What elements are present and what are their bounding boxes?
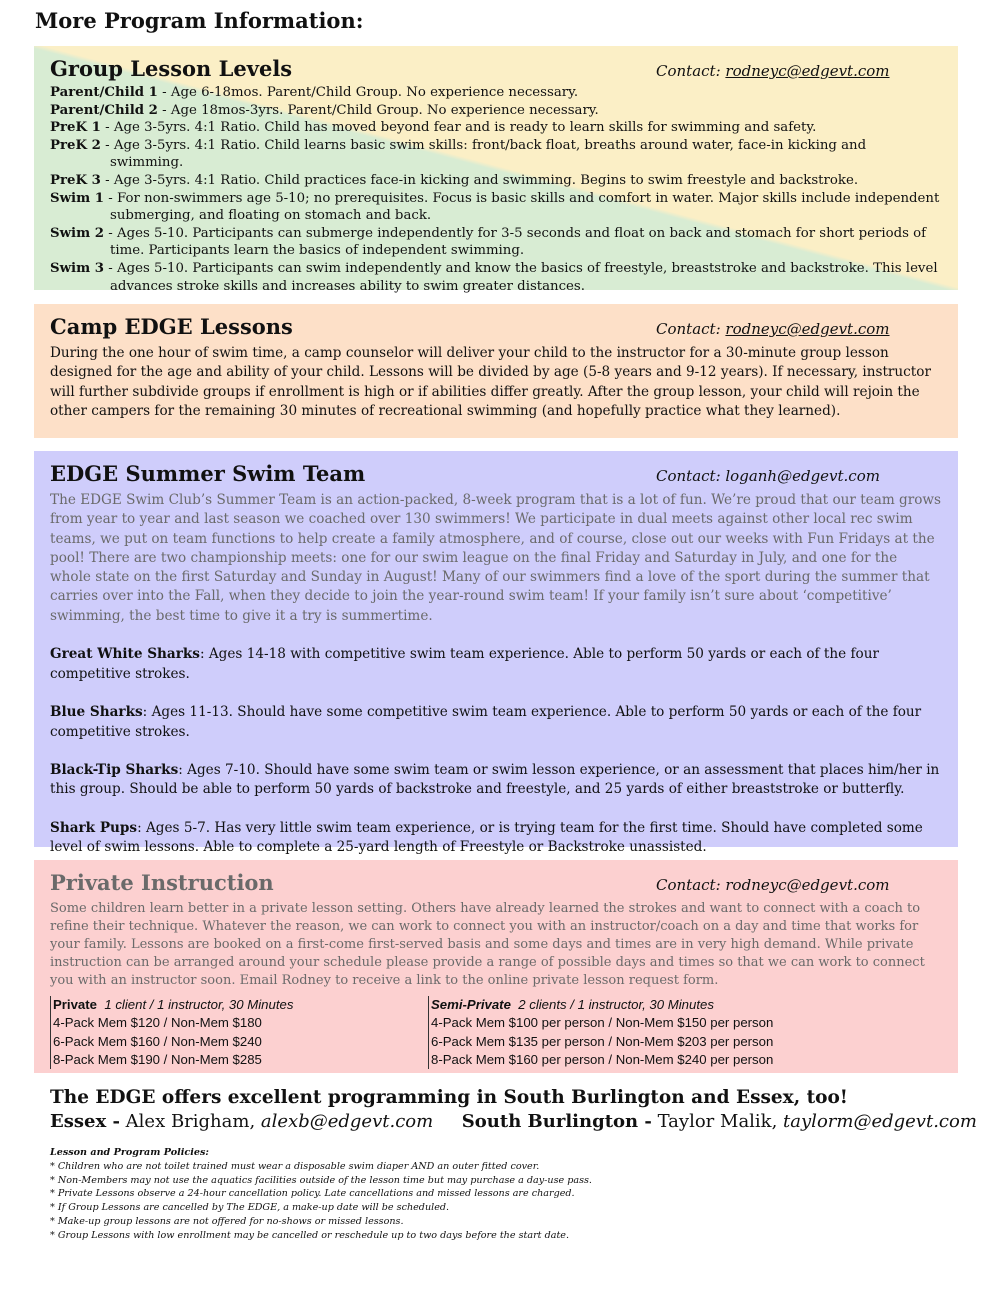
team-group-desc: : Ages 5-7. Has very little swim team experience, or is trying team for the first time. Should have completed some level of swim lessons. Able to complete a 25-yard length of Freestyle or Backstroke unassisted. [50, 820, 923, 856]
essex-email-link[interactable]: alexb@edgevt.com [260, 1111, 434, 1132]
team-group-item [50, 703, 942, 742]
policy-item: * Group Lessons with low enrollment may be cancelled or reschedule up to two days before the start date. [50, 1229, 570, 1241]
group-contact-email-link[interactable]: rodneyc@edgevt.com [725, 62, 890, 80]
level-item [50, 260, 942, 295]
essex-contact-name: Alex Brigham, [125, 1111, 256, 1132]
level-desc: - Age 3-5yrs. 4:1 Ratio. Child learns basic swim skills: front/back float, breaths around water, face-in kicking and swimming. [100, 137, 867, 171]
pricing-table [50, 996, 942, 1070]
policy-item: * Make-up group lessons are not offered for no-shows or missed lessons. [50, 1215, 404, 1227]
level-name: PreK 3 [50, 172, 101, 188]
level-name: Parent/Child 1 [50, 85, 158, 100]
team-group-name: Shark Pups [50, 820, 138, 837]
policies-heading: Lesson and Program Policies: [50, 1147, 209, 1158]
semi-private-pricing-detail: 2 clients / 1 instructor, 30 Minutes [518, 997, 714, 1012]
level-name: Swim 3 [50, 260, 105, 276]
south-burlington-label: South Burlington - [461, 1111, 652, 1132]
team-group-name: Blue Sharks [50, 704, 143, 721]
team-group-desc: : Ages 7-10. Should have some swim team or swim lesson experience, or an assessment that places him/her in this group. Should be able to perform 50 yards of backstroke and freestyle, and 25 yards of either breaststroke or butterfly. [50, 762, 940, 798]
level-desc: - Age 3-5yrs. 4:1 Ratio. Child practices face-in kicking and swimming. Begins to swim freestyle and backstroke. [100, 172, 859, 188]
team-group-item [50, 645, 942, 684]
policies-list [50, 1146, 592, 1243]
level-desc: - Age 3-5yrs. 4:1 Ratio. Child has moved beyond fear and is ready to learn skills for swimming and safety. [100, 120, 817, 136]
team-group-desc: : Ages 14-18 with competitive swim team experience. Able to perform 50 yards or each of the four competitive strokes. [50, 646, 879, 682]
camp-description: During the one hour of swim time, a camp counselor will deliver your child to the instructor for a 30-minute group lesson designed for the age and ability of your child. Lessons will be divided by age (5-8 years and 9-12 years). If necessary, instructor will further subdivide groups if enrollment is high or if abilities differ greatly. After the group lesson, your child will rejoin the other campers for the remaining 30 minutes of recreational swimming (and hopefully practice what they learned). [50, 345, 931, 419]
team-group-name: Great White Sharks [50, 646, 200, 663]
essex-label: Essex - [50, 1111, 120, 1132]
level-desc: - Ages 5-10. Participants can swim independently and know the basics of freestyle, breaststroke and backstroke. This level advances stroke skills and increases ability to swim greater distances. [104, 260, 938, 294]
footer-contacts [50, 1111, 977, 1132]
level-desc: - Age 18mos-3yrs. Parent/Child Group. No experience necessary. [157, 102, 599, 118]
level-desc: - Ages 5-10. Participants can submerge independently for 3-5 seconds and float on back and stomach for short periods of time. Participants learn the basics of independent swimming. [104, 225, 927, 259]
camp-contact-label: Contact: [656, 320, 721, 338]
level-name: Swim 1 [50, 190, 105, 206]
price-row: 4-Pack Mem $100 per person / Non-Mem $150 per person [431, 1015, 774, 1031]
south-burlington-email-link[interactable]: taylorm@edgevt.com [783, 1111, 977, 1132]
group-lessons-section [34, 46, 958, 294]
footer-headline: The EDGE offers excellent programming in South Burlington and Essex, too! [50, 1087, 848, 1108]
price-row: 6-Pack Mem $135 per person / Non-Mem $203 per person [431, 1033, 774, 1049]
price-row: 6-Pack Mem $160 / Non-Mem $240 [53, 1033, 262, 1049]
policy-item: * If Group Lessons are cancelled by The EDGE, a make-up date will be scheduled. [50, 1202, 450, 1214]
south-burlington-contact-name: Taylor Malik, [657, 1111, 778, 1132]
level-desc: - For non-swimmers age 5-10; no prerequisites. Focus is basic skills and comfort in water. Major skills include independent submerging, and floating on stomach and back. [104, 190, 940, 224]
level-item [50, 225, 942, 260]
levels-list [50, 84, 942, 295]
team-group-item [50, 761, 942, 800]
price-row: 4-Pack Mem $120 / Non-Mem $180 [53, 1015, 262, 1031]
swim-team-section [34, 451, 958, 856]
team-contact: Contact: loganh@edgevt.com [656, 467, 880, 485]
private-description: Some children learn better in a private lesson setting. Others have already learned the strokes and want to connect with a coach to refine their technique. Whatever the reason, we can work to connect you with an instructor/coach on a day and time that works for your family. Lessons are booked on a first-come first-served basis and some days and times are in very high demand. While private instruction can be arranged around your schedule please provide a range of possible days and times so that we can work to connect you with an instructor soon. Email Rodney to receive a link to the online private lesson request form. [50, 901, 925, 988]
semi-private-pricing-column [428, 996, 773, 1069]
level-name: PreK 1 [50, 120, 101, 136]
page-title: More Program Information: [35, 8, 364, 33]
semi-private-pricing-name: Semi-Private [431, 997, 511, 1012]
level-name: Swim 2 [50, 225, 105, 241]
private-instruction-section [34, 860, 958, 1073]
private-pricing-column [50, 996, 293, 1069]
private-pricing-name: Private [53, 997, 97, 1012]
camp-lessons-title: Camp EDGE Lessons [50, 314, 293, 339]
team-group-item [50, 819, 942, 858]
level-name: Parent/Child 2 [50, 102, 158, 118]
policy-item: * Children who are not toilet trained must wear a disposable swim diaper AND an outer fitted cover. [50, 1160, 540, 1172]
level-item [50, 102, 942, 120]
level-desc: - Age 6-18mos. Parent/Child Group. No experience necessary. [157, 85, 579, 100]
team-group-desc: : Ages 11-13. Should have some competitive swim team experience. Able to perform 50 yards or each of the four competitive strokes. [50, 704, 922, 740]
level-item [50, 84, 942, 102]
policy-item: * Non-Members may not use the aquatics facilities outside of the lesson time but may purchase a day-use pass. [50, 1174, 592, 1186]
private-pricing-header [53, 996, 293, 1014]
private-pricing-detail: 1 client / 1 instructor, 30 Minutes [104, 997, 294, 1012]
private-instruction-title: Private Instruction [50, 870, 274, 895]
team-group-name: Black-Tip Sharks [50, 762, 179, 779]
group-lessons-title: Group Lesson Levels [50, 56, 293, 81]
level-name: PreK 2 [50, 137, 101, 153]
camp-contact-email-link[interactable]: rodneyc@edgevt.com [725, 320, 890, 338]
camp-contact [656, 320, 890, 338]
group-contact [656, 62, 890, 80]
price-row: 8-Pack Mem $160 per person / Non-Mem $240 per person [431, 1051, 774, 1067]
semi-private-pricing-header [431, 996, 773, 1014]
level-item [50, 137, 942, 172]
policy-item: * Private Lessons observe a 24-hour cancellation policy. Late cancellations and missed lessons are charged. [50, 1188, 575, 1200]
private-contact: Contact: rodneyc@edgevt.com [656, 876, 890, 894]
swim-team-title: EDGE Summer Swim Team [50, 461, 366, 486]
price-row: 8-Pack Mem $190 / Non-Mem $285 [53, 1051, 262, 1067]
swim-team-intro: The EDGE Swim Club’s Summer Team is an action-packed, 8-week program that is a lot of fun. We’re proud that our team grows from year to year and last season we coached over 130 swimmers! We participate in dual meets against other local rec swim teams, we put on team functions to help create a family atmosphere, and of course, close out our weeks with Fun Fridays at the pool! There are two championship meets: one for our swim league on the final Friday and Saturday in July, and one for the whole state on the first Saturday and Sunday in August! Many of our swimmers find a love of the sport during the summer that carries over into the Fall, when they decide to join the year-round swim team! If your family isn’t sure about ‘competitive’ swimming, the best time to give it a try is summertime. [50, 492, 942, 624]
group-contact-label: Contact: [656, 62, 721, 80]
camp-lessons-section [34, 304, 958, 438]
level-item [50, 119, 942, 137]
level-item [50, 172, 942, 190]
level-item [50, 190, 942, 225]
